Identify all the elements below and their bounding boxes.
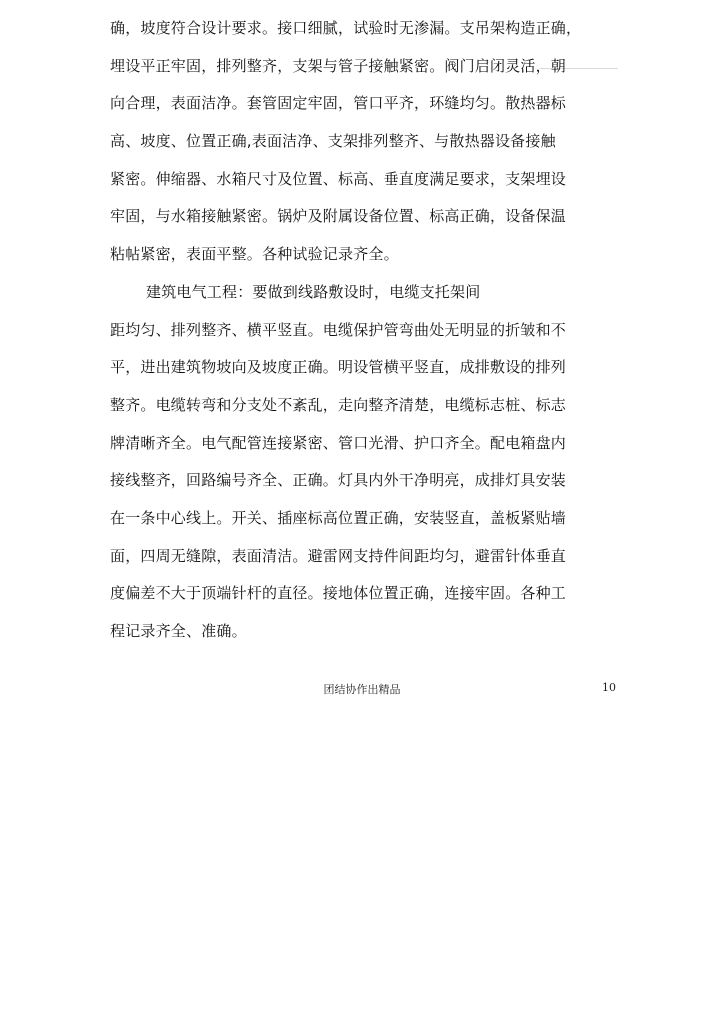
text-line: 高、坡度、位置正确,表面洁净、支架排列整齐、与散热器设备接触 — [110, 132, 556, 151]
text-line: 在一条中心线上。开关、插座标高位置正确，安装竖直，盖板紧贴墙 — [110, 508, 567, 527]
text-line: 牌清晰齐全。电气配管连接紧密、管口光滑、护口齐全。配电箱盘内 — [110, 433, 567, 452]
text-line: 距均匀、排列整齐、横平竖直。电缆保护管弯曲处无明显的折皱和不 — [110, 320, 567, 339]
text-line: 接线整齐，回路编号齐全、正确。灯具内外干净明亮，成排灯具安装 — [110, 471, 567, 490]
text-line: 紧密。伸缩器、水箱尺寸及位置、标高、垂直度满足要求，支架埋设 — [110, 169, 567, 188]
text-line: 平，进出建筑物坡向及坡度正确。明设管横平竖直，成排敷设的排列 — [110, 358, 567, 377]
text-line: 向合理，表面洁净。套管固定牢固，管口平齐，环缝均匀。散热器标 — [110, 94, 567, 113]
page-number: 10 — [602, 681, 616, 694]
text-line: 粘帖紧密，表面平整。各种试验记录齐全。 — [110, 245, 399, 264]
text-line: 面，四周无缝隙，表面清洁。避雷网支持件间距均匀，避雷针体垂直 — [110, 546, 567, 565]
body-text — [110, 10, 610, 651]
footer-slogan: 团结协作出精品 — [323, 683, 401, 696]
text-line: 程记录齐全、准确。 — [110, 622, 247, 640]
text-line: 整齐。电缆转弯和分支处不紊乱，走向整齐清楚，电缆标志桩、标志 — [110, 395, 567, 414]
text-line: 确，坡度符合设计要求。接口细腻，试验时无渗漏。支吊架构造正确， — [110, 19, 582, 37]
text-line: 埋设平正牢固，排列整齐，支架与管子接触紧密。阀门启闭灵活，朝 — [110, 56, 567, 75]
text-line: 度偏差不大于顶端针杆的直径。接地体位置正确，连接牢固。各种工 — [110, 584, 567, 603]
section-heading-line: 建筑电气工程：要做到线路敷设时，电缆支托架间 — [146, 282, 481, 301]
text-line: 牢固，与水箱接触紧密。锅炉及附属设备位置、标高正确，设备保温 — [110, 207, 567, 226]
